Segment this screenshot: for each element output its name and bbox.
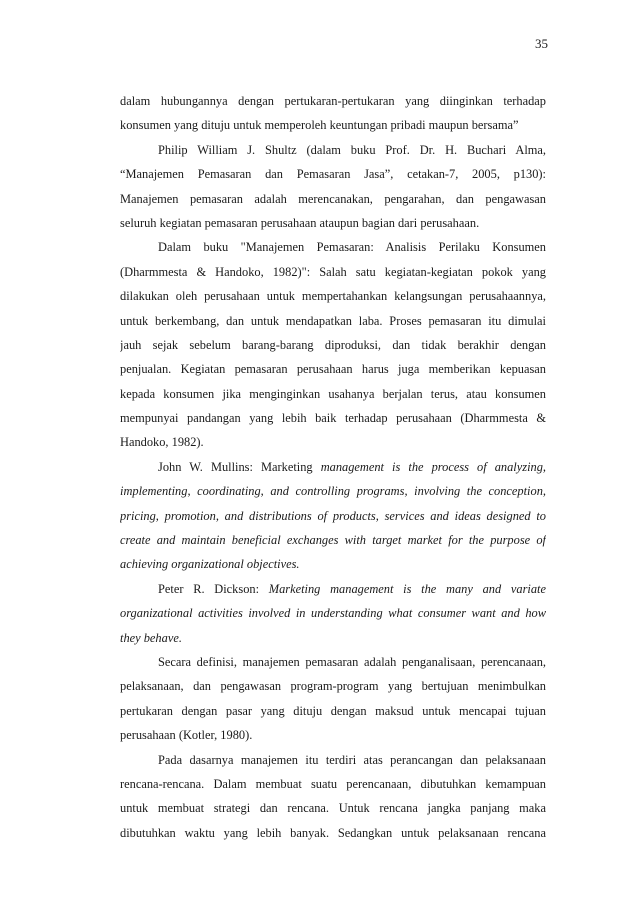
text-line [120,650,546,674]
text-line [120,772,546,796]
text-line [120,89,546,113]
text-line [120,260,546,284]
italic-text-segment: management is the process of analyzing, [320,459,546,474]
text-segment: perusahaan (Kotler, 1980). [120,728,253,743]
text-line [120,333,546,357]
text-line [120,138,546,162]
text-segment: Pada dasarnya manajemen itu terdiri atas perancangan dan pelaksanaan [158,752,546,767]
italic-text-segment: Marketing management is the many and variate [268,581,546,596]
text-line [120,357,546,381]
italic-text-segment: pricing, promotion, and distributions of products, services and ideas designed to [120,508,546,523]
text-line [120,674,546,698]
text-line [120,577,546,601]
text-segment: (Dharmmesta & Handoko, 1982)": Salah satu kegiatan-kegiatan pokok yang [120,264,546,279]
text-line [120,211,546,235]
text-line [120,113,546,137]
text-line [120,552,546,576]
text-line [120,309,546,333]
text-segment: dilakukan oleh perusahaan untuk mempertahankan kelangsungan perusahaannya, [120,289,546,304]
text-line [120,406,546,430]
page-number: 35 [535,36,548,51]
text-line [120,504,546,528]
text-segment: penjualan. Kegiatan pemasaran perusahaan harus juga memberikan kepuasan [120,362,546,377]
text-segment: pelaksanaan, dan pengawasan program-program yang bertujuan menimbulkan [120,679,546,694]
text-segment: Secara definisi, manajemen pemasaran adalah penganalisaan, perencanaan, [158,654,546,669]
text-segment: “Manajemen Pemasaran dan Pemasaran Jasa”, cetakan-7, 2005, p130): [120,167,546,182]
text-line [120,699,546,723]
text-segment: Dalam buku "Manajemen Pemasaran: Analisis Perilaku Konsumen [158,240,546,255]
italic-text-segment: create and maintain beneficial exchanges with target market for the purpose of [120,533,546,548]
text-line [120,430,546,454]
text-segment: Manajemen pemasaran adalah merencanakan, pengarahan, dan pengawasan [120,191,546,206]
text-segment: pertukaran dengan pasar yang dituju dengan maksud untuk mencapai tujuan [120,703,546,718]
text-segment: untuk membuat strategi dan rencana. Untuk rencana jangka panjang maka [120,801,546,816]
italic-text-segment: organizational activities involved in understanding what consumer want and how [120,606,546,621]
text-segment: John W. Mullins: Marketing [158,459,321,474]
text-line [120,601,546,625]
text-segment: Handoko, 1982). [120,435,204,450]
text-segment: jauh sejak sebelum barang-barang diproduksi, dan tidak berakhir dengan [120,337,546,352]
text-line [120,528,546,552]
text-line [120,455,546,479]
text-line [120,626,546,650]
text-segment: Philip William J. Shultz (dalam buku Prof. Dr. H. Buchari Alma, [158,142,546,157]
text-segment: Peter R. Dickson: [158,581,269,596]
text-segment: rencana-rencana. Dalam membuat suatu perencanaan, dibutuhkan kemampuan [120,776,546,791]
text-line [120,284,546,308]
text-line [120,821,546,845]
text-line [120,187,546,211]
text-segment: konsumen yang dituju untuk memperoleh keuntungan pribadi maupun bersama” [120,118,519,133]
text-line [120,796,546,820]
text-line [120,382,546,406]
text-segment: mempunyai pandangan yang lebih baik terhadap perusahaan (Dharmmesta & [120,411,546,426]
text-line [120,479,546,503]
text-segment: kepada konsumen jika menginginkan usahanya berjalan terus, atau konsumen [120,386,546,401]
italic-text-segment: implementing, coordinating, and controlling programs, involving the conception, [120,484,546,499]
text-segment: untuk berkembang, dan untuk mendapatkan laba. Proses pemasaran itu dimulai [120,313,546,328]
text-segment: dibutuhkan waktu yang lebih banyak. Sedangkan untuk pelaksanaan rencana [120,825,546,840]
text-segment: seluruh kegiatan pemasaran perusahaan ataupun bagian dari perusahaan. [120,215,480,230]
text-line [120,162,546,186]
text-line [120,748,546,772]
italic-text-segment: they behave. [120,630,182,645]
body-text [120,89,546,845]
italic-text-segment: achieving organizational objectives. [120,557,300,572]
text-line [120,235,546,259]
text-line [120,723,546,747]
text-segment: dalam hubungannya dengan pertukaran-pertukaran yang diinginkan terhadap [120,94,546,108]
